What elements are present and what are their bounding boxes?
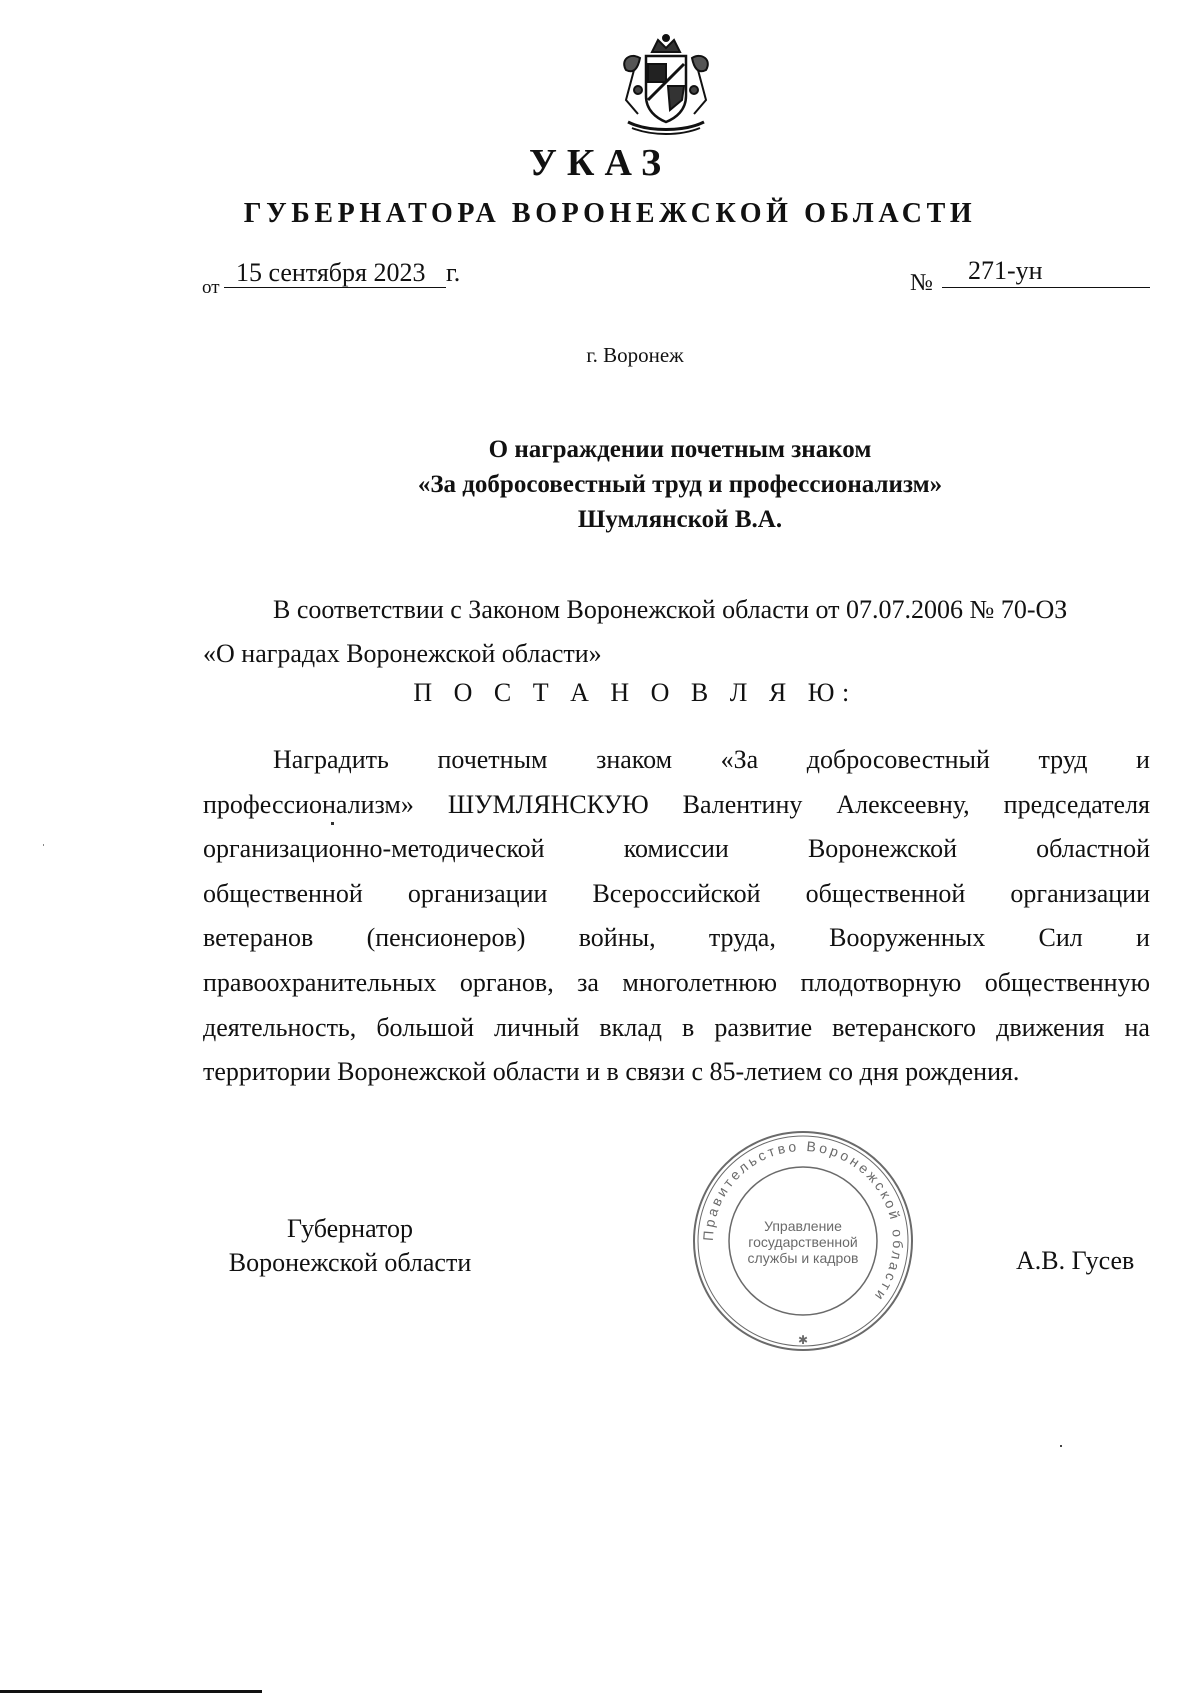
decree-word: П О С Т А Н О В Л Я Ю: — [413, 678, 857, 707]
body-word: областной — [1036, 834, 1150, 864]
body-line — [203, 872, 1150, 917]
body-word: общественную — [984, 967, 1150, 997]
body-word: большой — [376, 1012, 474, 1042]
body-line — [203, 827, 1150, 872]
body-line — [203, 961, 1150, 1006]
body-word: развитие — [714, 1012, 813, 1042]
date-prefix: от — [202, 277, 220, 298]
body-word: профессионализм» — [203, 789, 414, 819]
body-word: Вооруженных — [829, 923, 986, 953]
body-word: плодотворную — [800, 967, 962, 997]
heading-line: «За добросовестный труд и профессионализм» — [417, 471, 943, 498]
body-word: войны, — [578, 923, 656, 953]
body-word: организации — [1010, 878, 1150, 908]
preamble-paragraph — [203, 588, 1150, 676]
body-word: почетным — [437, 745, 548, 774]
scan-speck — [1060, 1445, 1062, 1447]
stamp-line: службы и кадров — [747, 1250, 859, 1266]
body-word: Всероссийской — [592, 878, 761, 908]
body-word: Алексеевну, — [836, 789, 970, 819]
scan-speck — [331, 822, 334, 825]
signatory-position-line: Воронежской области — [228, 1248, 472, 1277]
body-word: организации — [407, 878, 548, 908]
body-word: добросовестный — [806, 745, 990, 774]
body-word: труд — [1038, 745, 1088, 774]
body-line — [203, 1006, 1150, 1051]
body-word: ветеранского — [832, 1012, 977, 1042]
stamp-line: государственной — [748, 1234, 858, 1250]
body-word: вклад — [599, 1012, 662, 1042]
coat-of-arms-emblem — [612, 30, 720, 140]
date-suffix: г. — [446, 258, 461, 287]
footer-rule — [0, 1690, 262, 1693]
body-word: (пенсионеров) — [366, 923, 526, 953]
document-title: УКАЗ — [529, 142, 671, 184]
body-word: Валентину — [682, 789, 803, 819]
preamble-line: В соответствии с Законом Воронежской области от 07.07.2006 № 70-ОЗ — [273, 595, 1068, 624]
body-word: ветеранов — [203, 923, 314, 953]
document-heading — [200, 432, 1150, 537]
body-word: территории Воронежской области и в связи с 85-летием со дня рождения. — [203, 1057, 1020, 1087]
body-word: общественной — [203, 878, 363, 908]
body-line — [203, 738, 1150, 783]
body-word: комиссии — [623, 834, 729, 864]
body-word: Сил — [1038, 923, 1083, 953]
official-stamp — [690, 1128, 916, 1354]
body-word: организационно-методической — [203, 834, 545, 864]
stamp-star-icon: ✱ — [797, 1333, 809, 1347]
body-line — [203, 1050, 1150, 1095]
number-underline — [942, 287, 1150, 288]
body-word: Воронежской — [807, 834, 958, 864]
body-word: общественной — [805, 878, 966, 908]
heading-line: Шумлянской В.А. — [577, 506, 783, 533]
document-subtitle: ГУБЕРНАТОРА ВОРОНЕЖСКОЙ ОБЛАСТИ — [243, 198, 977, 229]
body-word: и — [1136, 745, 1150, 774]
document-number: 271-ун — [968, 256, 1043, 285]
body-word: знаком — [596, 745, 673, 774]
body-word: ШУМЛЯНСКУЮ — [447, 789, 649, 819]
stamp-ring-text: Правительство Воронежской области — [699, 1137, 907, 1306]
body-word: на — [1124, 1012, 1150, 1042]
number-prefix: № — [910, 270, 933, 296]
scan-speck — [43, 844, 44, 846]
signatory-name: А.В. Гусев — [1016, 1246, 1135, 1275]
signatory-position-line: Губернатор — [287, 1214, 413, 1243]
preamble-line: «О наградах Воронежской области» — [203, 639, 602, 668]
body-word: и — [1136, 923, 1150, 953]
heading-line: О награждении почетным знаком — [488, 436, 872, 463]
body-word: за — [577, 967, 599, 997]
document-city: г. Воронеж — [586, 343, 684, 367]
body-word: Наградить — [273, 745, 389, 774]
body-word: многолетнюю — [622, 967, 778, 997]
body-word: личный — [494, 1012, 580, 1042]
body-word: труда, — [708, 923, 776, 953]
body-line — [203, 916, 1150, 961]
body-word: правоохранительных — [203, 967, 437, 997]
body-word: движения — [996, 1012, 1105, 1042]
body-word: председателя — [1003, 789, 1150, 819]
body-word: органов, — [459, 967, 554, 997]
body-word: «За — [720, 745, 759, 774]
body-line — [203, 783, 1150, 828]
stamp-line: Управление — [764, 1218, 842, 1234]
signatory-position — [205, 1212, 495, 1280]
body-word: деятельность, — [203, 1012, 357, 1042]
decree-body — [203, 738, 1150, 1095]
document-date: 15 сентября 2023 — [236, 258, 426, 287]
body-word: в — [682, 1012, 695, 1042]
